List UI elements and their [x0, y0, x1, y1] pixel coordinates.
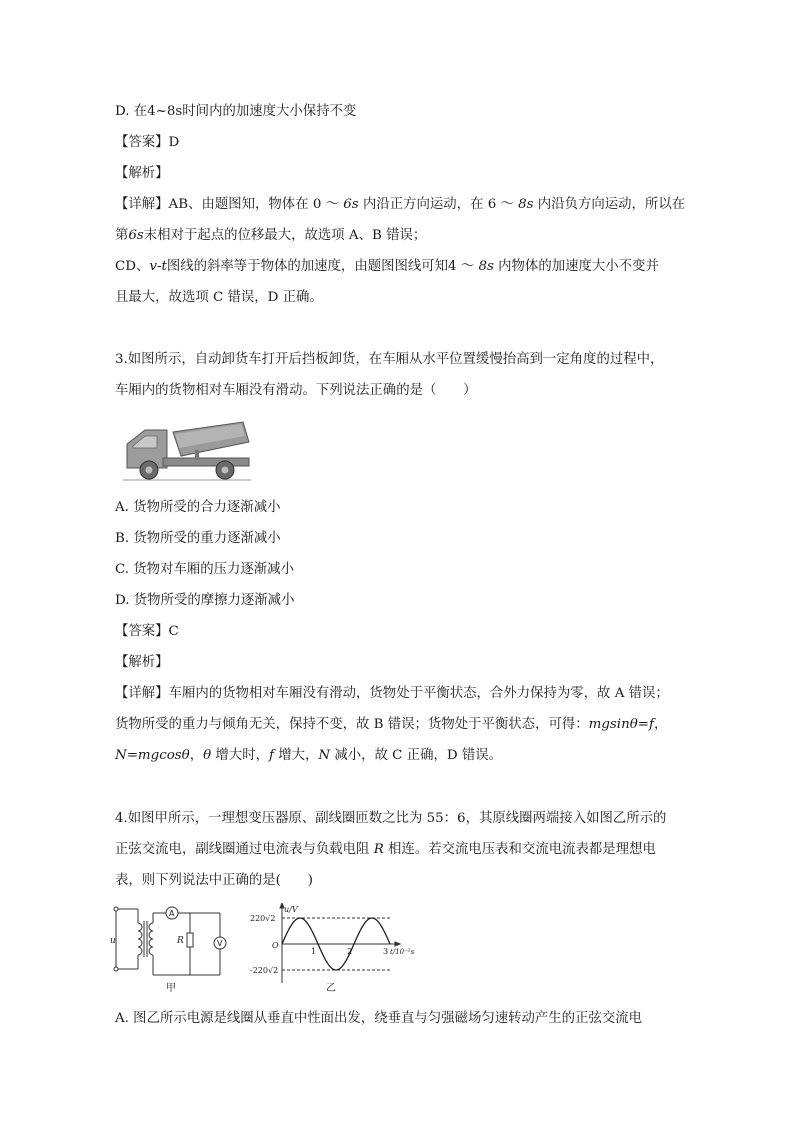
primary-terminal-top	[114, 907, 118, 911]
truck-front-hub	[146, 467, 153, 474]
q3-detail-line-1: 【详解】车厢内的货物相对车厢没有滑动，货物处于平衡状态，合外力保持为零，故 A 错误；	[115, 686, 669, 701]
sine-wave-figure	[250, 903, 430, 995]
circuit-u-label: u	[110, 936, 116, 946]
prev-detail-line-3: CD、v-t图线的斜率等于物体的加速度，由题图图线可知4 ～ 8s 内物体的加速度大小不变并	[115, 259, 659, 274]
secondary-coil	[149, 923, 153, 955]
truck-hydraulic	[195, 450, 199, 460]
q3-option-b: B. 货物所受的重力逐渐减小	[115, 531, 281, 546]
transformer-circuit-figure	[110, 903, 235, 995]
wave-xlabel: t/10⁻²s	[390, 948, 415, 956]
wave-tick-1: 1	[311, 947, 317, 956]
prev-detail-line-2: 第6s末相对于起点的位移最大，故选项 A、B 错误；	[115, 228, 427, 243]
wave-tick-3: 3	[383, 947, 389, 956]
prev-analysis-label: 【解析】	[115, 166, 169, 181]
q3-answer: 【答案】C	[115, 624, 179, 639]
q3-analysis-label: 【解析】	[115, 655, 169, 670]
wave-ymin-label: -220√2	[250, 966, 279, 975]
primary-coil	[138, 923, 142, 955]
prev-answer: 【答案】D	[115, 135, 180, 150]
truck-chassis	[163, 458, 249, 466]
circuit-r-label: R	[177, 936, 184, 946]
q3-stem-line-1: 3.如图所示，自动卸货车打开后挡板卸货，在车厢从水平位置缓慢抬高到一定角度的过程中，	[115, 352, 664, 367]
dump-truck-figure	[123, 420, 251, 482]
wave-ymax-label: 220√2	[250, 914, 276, 923]
q3-option-a: A. 货物所受的合力逐渐减小	[115, 500, 281, 515]
x-axis-arrow	[395, 942, 400, 946]
q4-option-a: A. 图乙所示电源是线圈从垂直中性面出发，绕垂直与匀强磁场匀速转动产生的正弦交流电	[115, 1011, 643, 1026]
q3-option-d: D. 货物所受的摩擦力逐渐减小	[115, 593, 295, 608]
wave-origin-label: O	[272, 941, 279, 950]
resistor-r	[187, 933, 193, 947]
truck-rear-hub	[222, 467, 229, 474]
q3-stem-line-2: 车厢内的货物相对车厢没有滑动。下列说法正确的是（ ）	[115, 383, 477, 398]
wave-tick-2: 2	[347, 947, 353, 956]
prev-detail-line-1: 【详解】AB、由题图知，物体在 0 ～ 6s 内沿正方向运动，在 6 ～ 8s 内沿负方向运动，所以在	[115, 197, 686, 212]
ammeter-label: A	[169, 909, 175, 918]
prev-option-d: D. 在4~8s时间内的加速度大小保持不变	[115, 104, 357, 119]
figure-jia-label: 甲	[166, 983, 176, 994]
q3-detail-line-2: 货物所受的重力与倾角无关，保持不变，故 B 错误；货物处于平衡状态，可得：mgsinθ=f，	[115, 717, 668, 732]
q4-stem-line-1: 4.如图甲所示，一理想变压器原、副线圈匝数之比为 55：6，其原线圈两端接入如图乙所示的	[115, 811, 667, 826]
voltmeter-label: V	[217, 939, 223, 948]
wave-ylabel: u/V	[284, 905, 298, 914]
prev-detail-line-4: 且最大，故选项 C 错误，D 正确。	[115, 290, 323, 305]
q4-stem-line-2: 正弦交流电，副线圈通过电流表与负载电阻 R 相连。若交流电压表和交流电流表都是理想电	[115, 842, 656, 857]
figure-yi-label: 乙	[326, 983, 336, 994]
primary-terminal-bottom	[114, 967, 118, 971]
q4-stem-line-3: 表，则下列说法中正确的是( )	[115, 873, 313, 888]
q3-option-c: C. 货物对车厢的压力逐渐减小	[115, 562, 294, 577]
q3-detail-line-3: N=mgcosθ，θ 增大时，f 增大，N 减小，故 C 正确，D 错误。	[115, 748, 503, 763]
